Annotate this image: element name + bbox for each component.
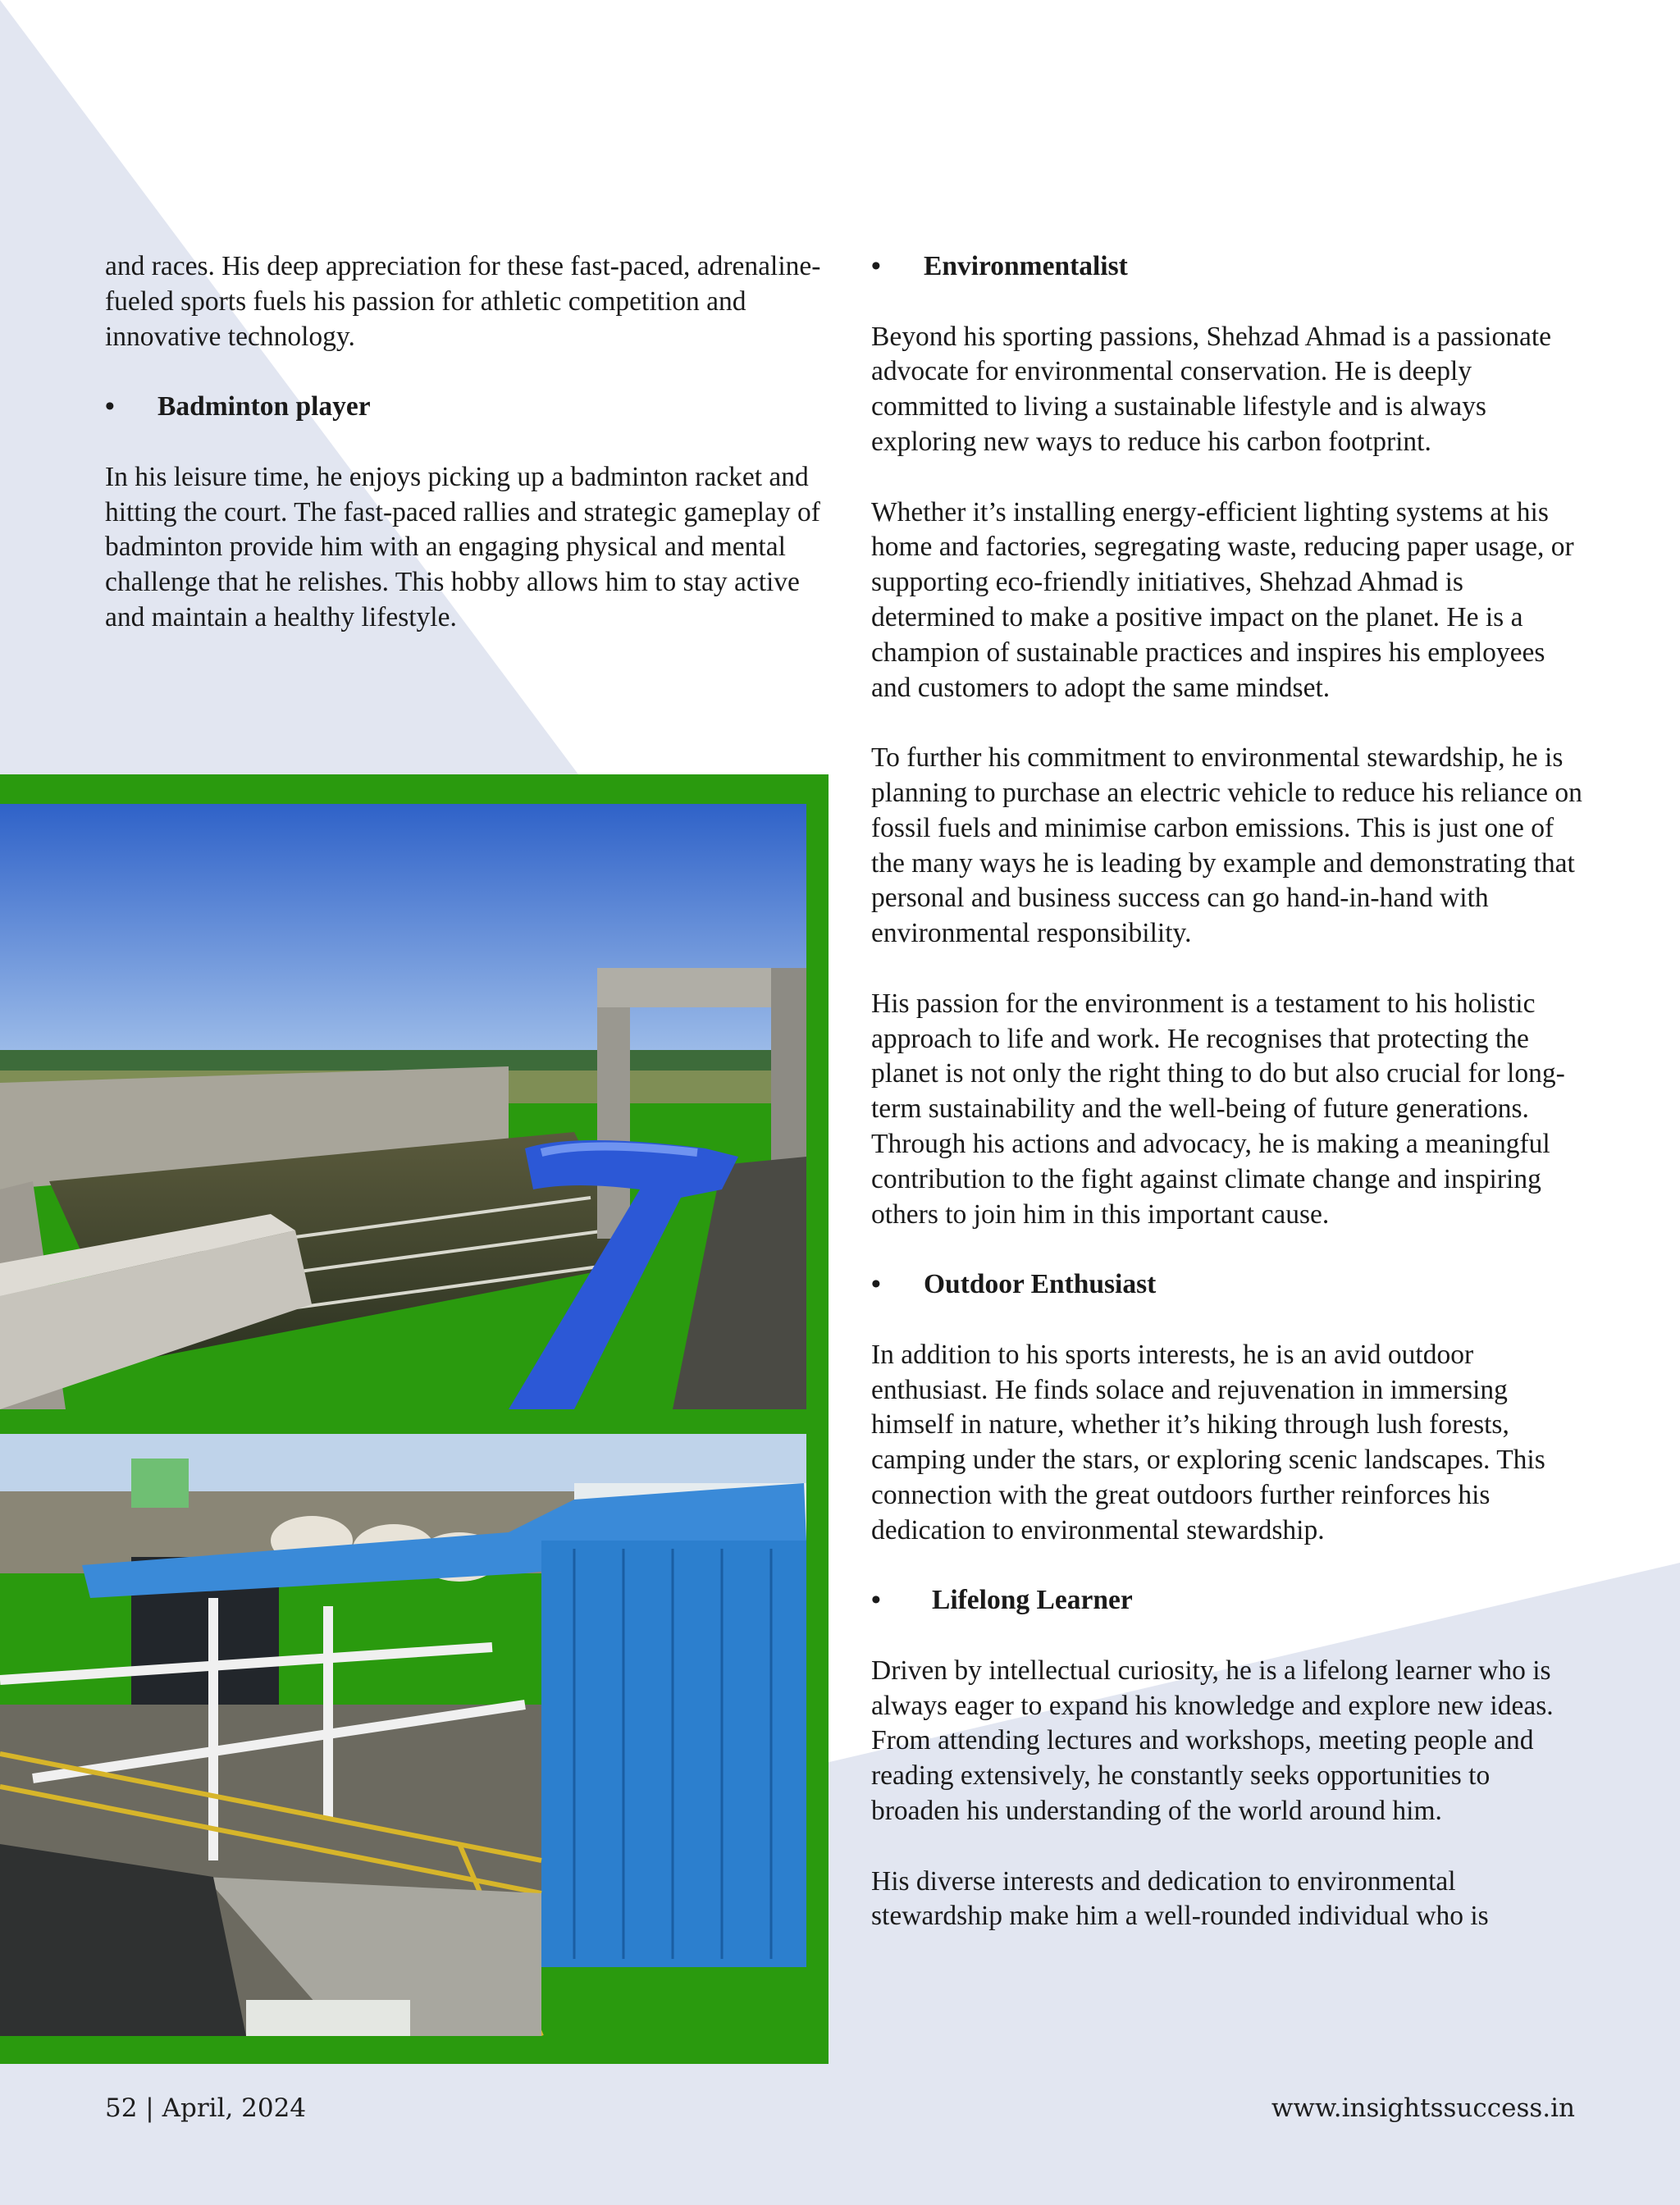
foam-water [246,2000,410,2036]
heading-environmentalist [871,249,1585,285]
bullet-marker: • [871,1585,881,1616]
heading-outdoor-enthusiast [871,1267,1585,1303]
paragraph-outdoor: In addition to his sports interests, he is an avid outdoor enthusiast. He finds solace and rejuvenation in immersing himself in nature, whether it’s hiking through lush forests, camping under the stars, or exploring scenic landscapes. This connection with the great outdoors further reinforces his dedication to environmental stewardship. [871,1339,1545,1545]
treatment-tank-illustration [0,804,806,1409]
right-column [871,249,1585,1970]
heading-text: Lifelong Learner [932,1585,1133,1616]
left-column [105,249,827,671]
paragraph-final: His diverse interests and dedication to environmental stewardship make him a well-rounded individual who is [871,1865,1489,1932]
concrete-tower-left [597,968,630,1239]
paragraph-badminton: In his leisure time, he enjoys picking up a badminton racket and hitting the court. The fast-paced rallies and strategic gameplay of badminton provide him with an engaging physical and mental challenge that he relishes. This hobby allows him to stay active and maintain a healthy lifestyle. [105,461,820,632]
heading-text: Badminton player [158,391,371,422]
paragraph-learner: Driven by intellectual curiosity, he is a lifelong learner who is always eager to expand his knowledge and explore new ideas. From attending lectures and workshops, meeting people and reading extensively, he constantly seeks opportunities to broaden his understanding of the world around him. [871,1655,1554,1827]
heading-lifelong-learner [871,1583,1585,1618]
photo-treatment-tank [0,804,806,1409]
paragraph-environment-3: To further his commitment to environmental stewardship, he is planning to purchase an electric vehicle to reduce his reliance on fossil fuels and minimise carbon emissions. This is just one of the many ways he is leading by example and demonstrating that personal and business success can go hand-in-hand with environmental responsibility. [871,742,1582,949]
footer-website-link[interactable]: www.insightssuccess.in [1271,2093,1575,2123]
photo-frame [0,774,829,2064]
bullet-marker: • [105,391,115,422]
paragraph-environment-2: Whether it’s installing energy-efficient lighting systems at his home and factories, segregating waste, reducing paper usage, or supporting eco-friendly initiatives, Shehzad Ahmad is determined to make a positive impact on the planet. He is a champion of sustainable practices and inspires his employees and customers to adopt the same mindset. [871,496,1574,703]
paragraph-environment-1: Beyond his sporting passions, Shehzad Ahmad is a passionate advocate for environmental conservation. He is deeply committed to living a sustainable lifestyle and is always exploring new ways to reduce his carbon footprint. [871,321,1552,457]
footer-page-info: 52 | April, 2024 [105,2093,307,2123]
photo-industrial-plant [0,1434,806,2036]
bullet-marker: • [871,251,881,281]
bullet-marker: • [871,1269,881,1300]
heading-badminton-player [105,390,827,425]
heading-text: Outdoor Enthusiast [924,1269,1157,1300]
heading-text: Environmentalist [924,251,1128,281]
paragraph-environment-4: His passion for the environment is a testament to his holistic approach to life and work. He recognises that protecting the planet is not only the right thing to do but also crucial for long-term sustainability and the well-being of future generations. Through his actions and advocacy, he is making a meaningful contribution to the fight against climate change and inspiring others to join him in this important cause. [871,988,1565,1230]
sky [0,804,806,1083]
industrial-plant-illustration [0,1434,806,2036]
green-tank [131,1459,189,1508]
paragraph-races: and races. His deep appreciation for these fast-paced, adrenaline-fueled sports fuels his passion for athletic competition and innovative technology. [105,251,821,352]
